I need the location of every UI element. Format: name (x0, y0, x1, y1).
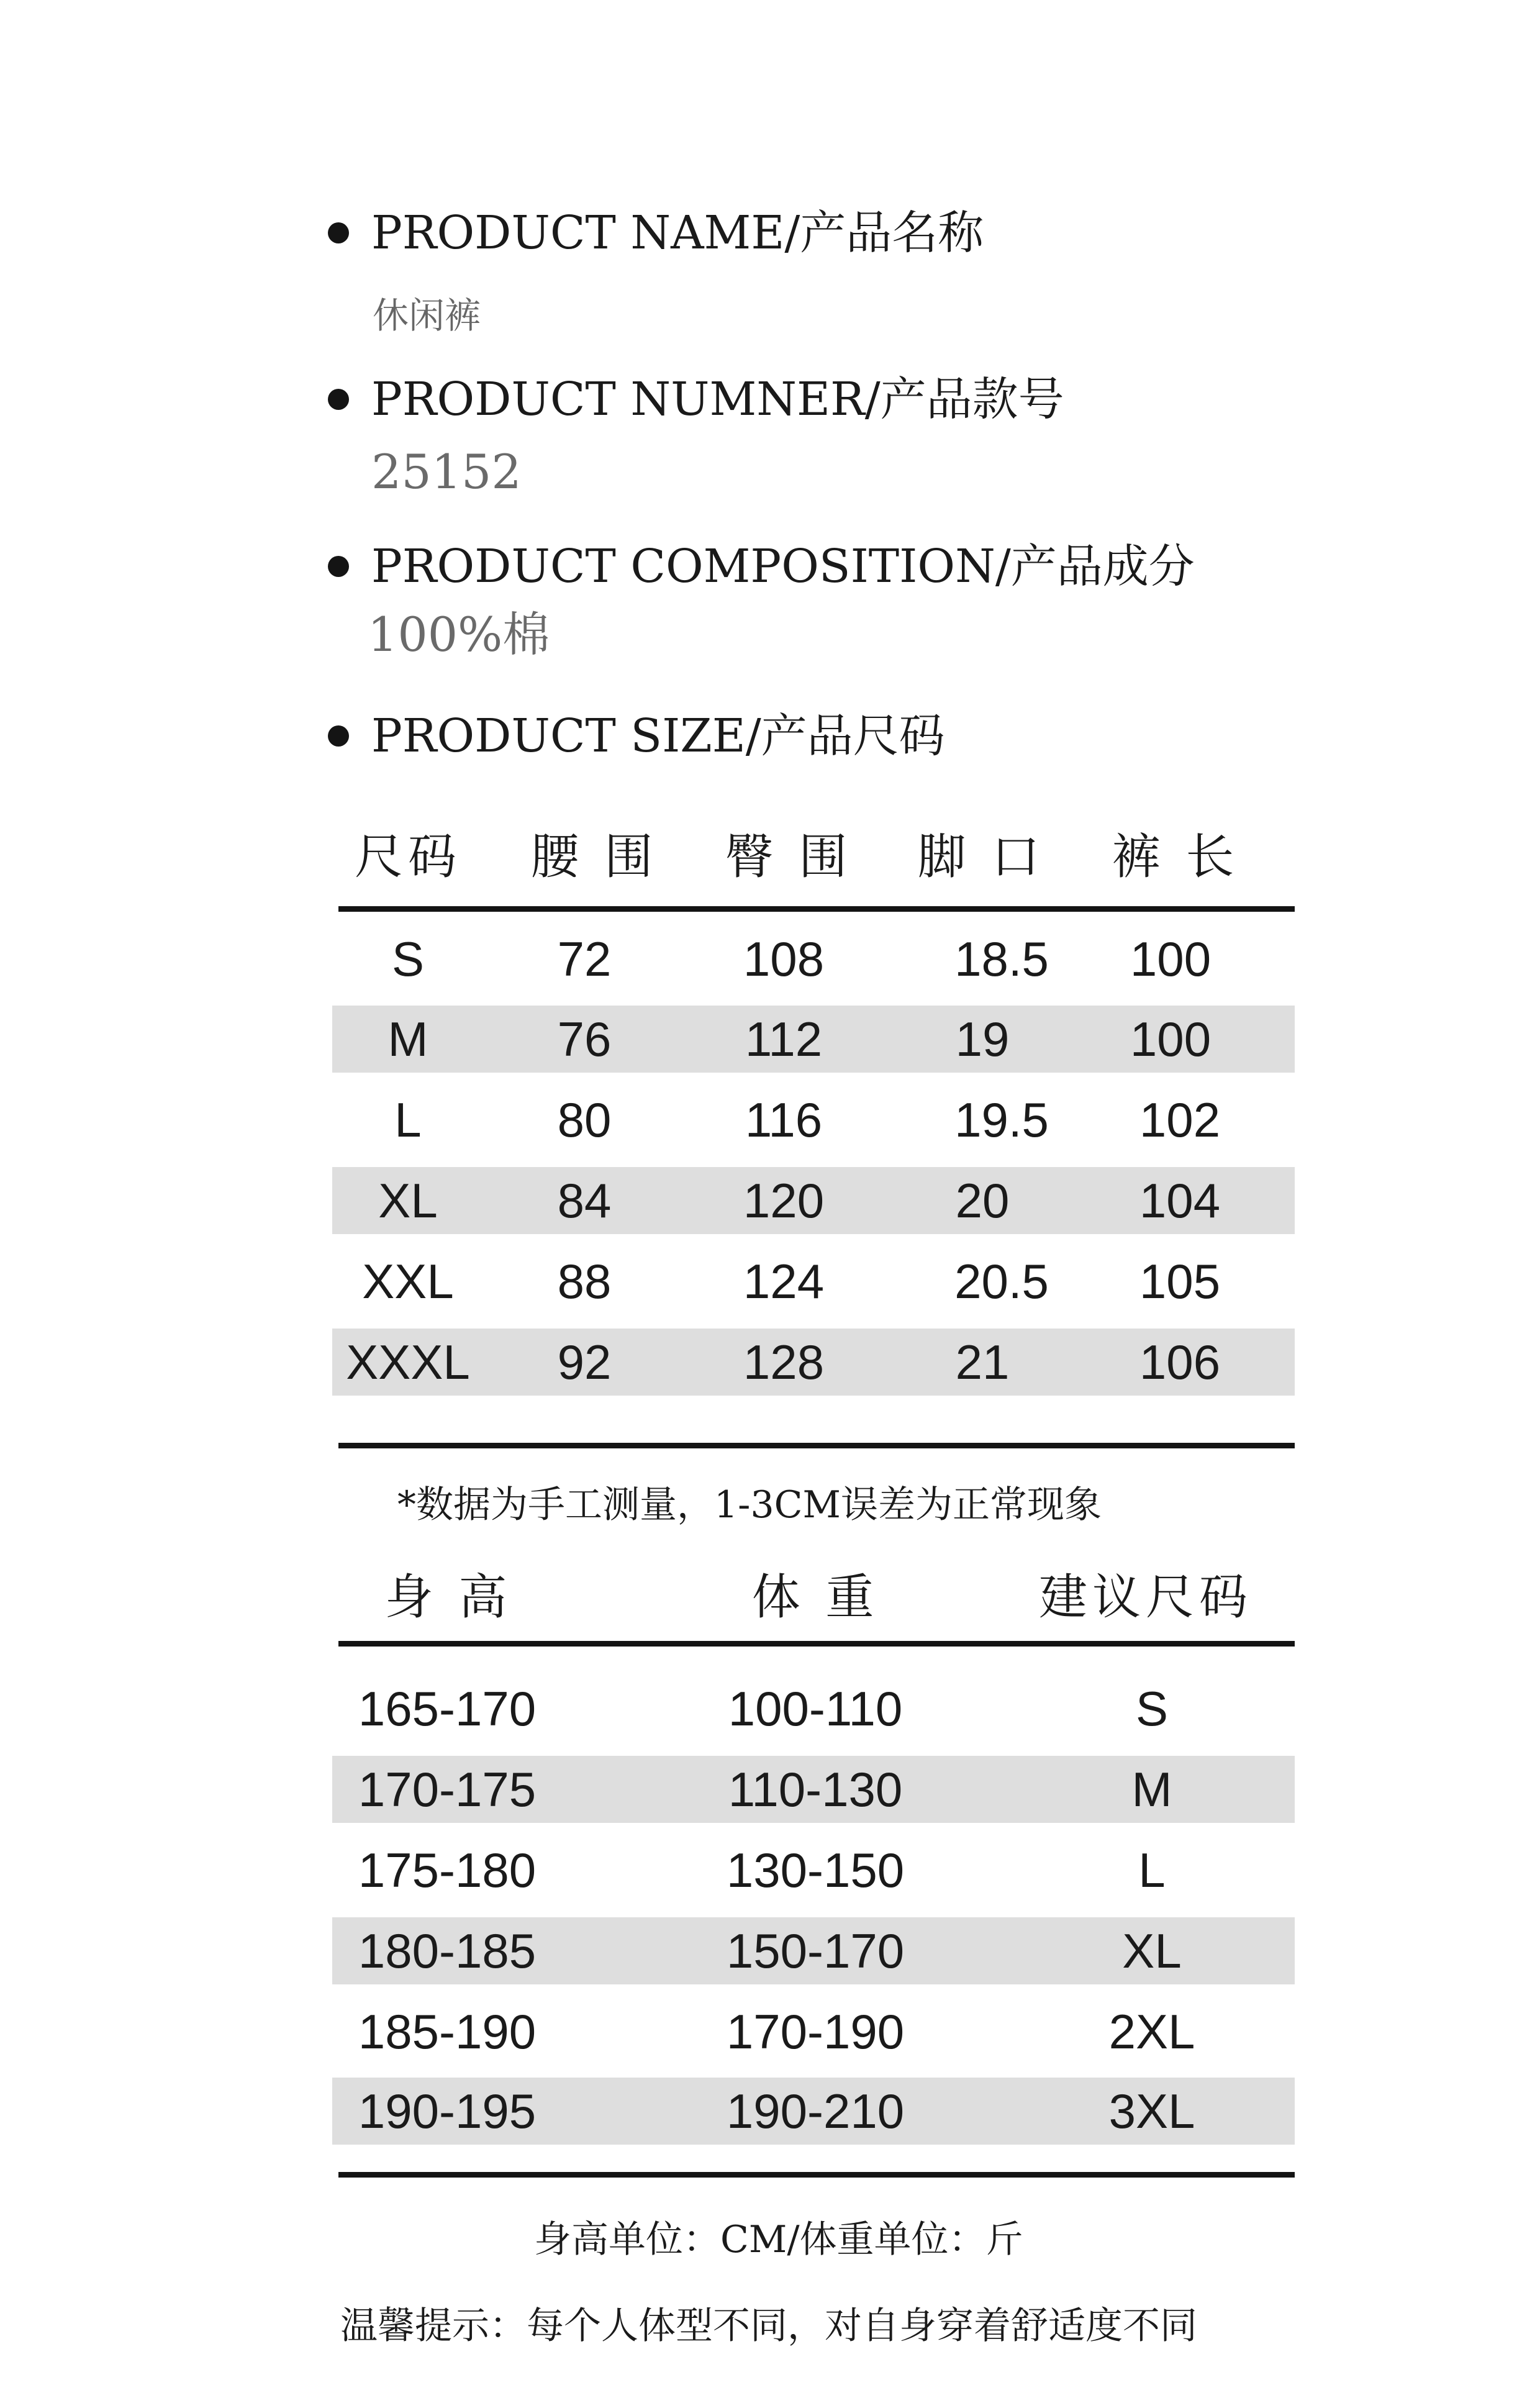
table-rule (338, 1443, 1295, 1448)
cell-length: 100 (1130, 932, 1212, 986)
cell-waist: 92 (557, 1335, 612, 1389)
measure-note: *数据为手工测量，1-3CM误差为正常现象 (397, 1483, 1102, 1527)
cell-hip: 116 (745, 1093, 823, 1147)
table-row (332, 1248, 1295, 1315)
product-name-heading: PRODUCT NAME/产品名称 (371, 206, 984, 260)
cell-size: M (387, 1012, 428, 1066)
cell-hip: 128 (743, 1335, 825, 1389)
table-rule (338, 906, 1295, 912)
product-composition-heading: PRODUCT COMPOSITION/产品成分 (371, 540, 1195, 593)
cell-waist: 76 (557, 1012, 612, 1066)
table-row (332, 1675, 1295, 1742)
cell-height: 190-195 (358, 2084, 537, 2138)
table-row (332, 925, 1295, 993)
product-name-value: 休闲裤 (373, 294, 481, 337)
cell-length: 102 (1139, 1093, 1221, 1147)
header-hip: 臀 围 (725, 829, 853, 885)
cell-size: S (391, 932, 425, 986)
table-row (332, 1756, 1295, 1823)
table-rule (338, 1641, 1295, 1647)
product-number-heading: PRODUCT NUMNER/产品款号 (371, 373, 1064, 426)
product-composition-value: 100%棉 (368, 607, 550, 662)
cell-height: 180-185 (358, 1924, 537, 1978)
cell-weight: 150-170 (726, 1924, 905, 1978)
cell-weight: 100-110 (728, 1681, 903, 1736)
table-row (332, 1837, 1295, 1904)
cell-recommended-size: M (1131, 1762, 1172, 1817)
cell-waist: 72 (557, 932, 612, 986)
cell-hem: 20 (955, 1173, 1010, 1228)
table-row (332, 1329, 1295, 1396)
unit-note: 身高单位：CM/体重单位：斤 (534, 2218, 1023, 2261)
cell-size: XXXL (346, 1335, 470, 1389)
table-rule (338, 2172, 1295, 2178)
cell-hem: 21 (955, 1335, 1010, 1389)
product-size-heading: PRODUCT SIZE/产品尺码 (371, 709, 945, 763)
cell-weight: 110-130 (728, 1762, 903, 1817)
cell-waist: 84 (557, 1173, 612, 1228)
cell-hem: 19 (955, 1012, 1010, 1066)
cell-hem: 18.5 (954, 932, 1049, 986)
cell-length: 105 (1139, 1254, 1221, 1309)
bullet-icon (328, 222, 349, 243)
cell-weight: 170-190 (726, 2004, 905, 2059)
cell-hem: 19.5 (954, 1093, 1049, 1147)
cell-height: 165-170 (358, 1681, 537, 1736)
header-weight: 体 重 (751, 1570, 879, 1625)
cell-height: 175-180 (358, 1843, 537, 1897)
header-hem: 脚 口 (917, 829, 1045, 885)
cell-hem: 20.5 (954, 1254, 1049, 1309)
table-row (332, 2078, 1295, 2145)
product-number-value: 25152 (371, 444, 522, 499)
header-length: 裤 长 (1112, 829, 1239, 885)
table-row (332, 1006, 1295, 1073)
cell-recommended-size: 3XL (1108, 2084, 1195, 2138)
cell-size: XL (378, 1173, 438, 1228)
cell-recommended-size: XL (1122, 1924, 1182, 1978)
cell-hip: 120 (743, 1173, 825, 1228)
cell-weight: 130-150 (726, 1843, 905, 1897)
header-height: 身 高 (384, 1570, 512, 1625)
header-size: 尺码 (354, 829, 462, 885)
table-row (332, 1086, 1295, 1153)
cell-hip: 112 (745, 1012, 823, 1066)
table-row (332, 1167, 1295, 1234)
cell-size: XXL (362, 1254, 454, 1309)
bullet-icon (328, 725, 349, 747)
header-waist: 腰 围 (530, 829, 658, 885)
bullet-icon (328, 389, 349, 410)
cell-waist: 80 (557, 1093, 612, 1147)
cell-hip: 124 (743, 1254, 825, 1309)
header-recommended-size: 建议尺码 (1038, 1570, 1253, 1625)
cell-weight: 190-210 (726, 2084, 905, 2138)
cell-length: 100 (1130, 1012, 1212, 1066)
cell-recommended-size: 2XL (1108, 2004, 1195, 2059)
cell-recommended-size: L (1138, 1843, 1166, 1897)
cell-size: L (394, 1093, 422, 1147)
cell-recommended-size: S (1135, 1681, 1169, 1736)
tip-note: 温馨提示：每个人体型不同，对自身穿着舒适度不同 (340, 2304, 1197, 2348)
table-row (332, 1917, 1295, 1984)
cell-length: 106 (1139, 1335, 1221, 1389)
cell-hip: 108 (743, 932, 825, 986)
cell-height: 170-175 (358, 1762, 537, 1817)
cell-waist: 88 (557, 1254, 612, 1309)
bullet-icon (328, 556, 349, 577)
table-row (332, 1998, 1295, 2065)
cell-length: 104 (1139, 1173, 1221, 1228)
cell-height: 185-190 (358, 2004, 537, 2059)
